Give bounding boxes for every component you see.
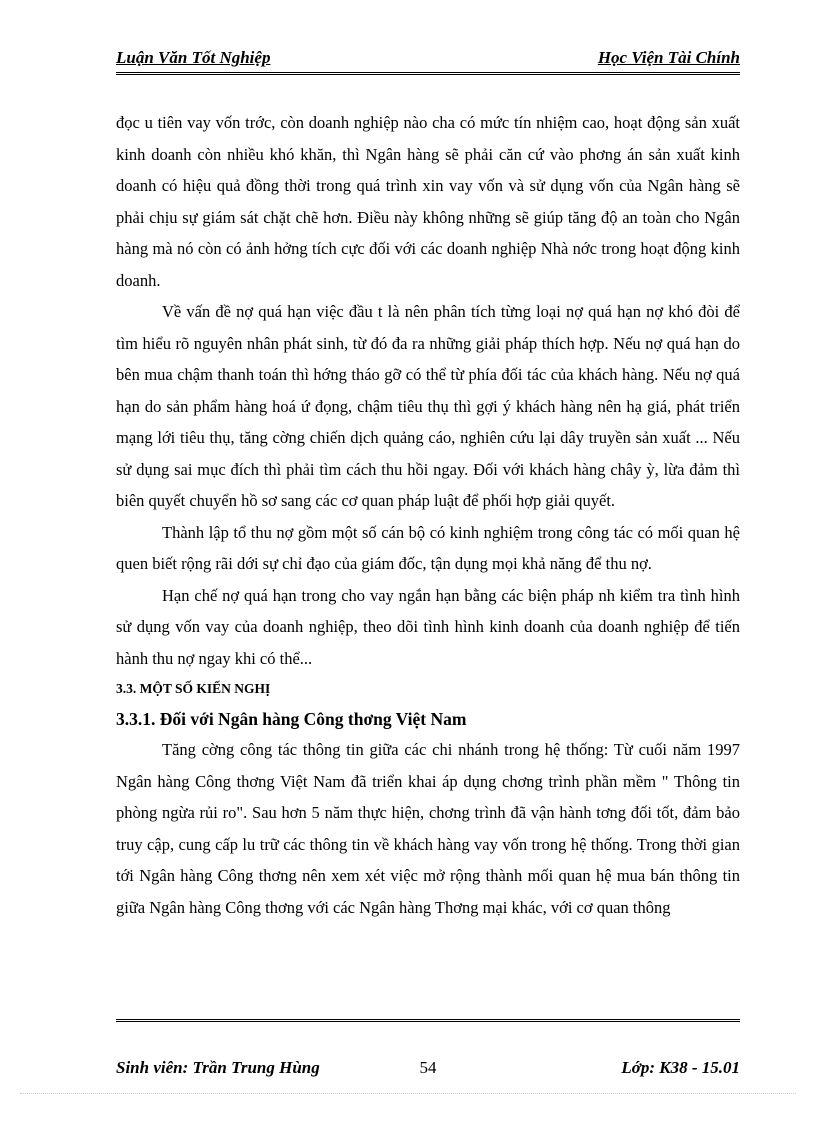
header-institution: Học Viện Tài Chính <box>597 48 740 67</box>
paragraph-5: Tăng cờng công tác thông tin giữa các chi nhánh trong hệ thống: Từ cuối năm 1997 Ngân hàng Công thơng Việt Nam đã triển khai áp dụng chơng trình phần mềm " Thông tin phòng ngừa rủi ro". Sau hơn 5 năm thực hiện, chơng trình đã vận hành tơng đối tốt, đảm bảo truy cập, cung cấp lu trữ các thông tin về khách hàng vay vốn trong hệ thống. Trong thời gian tới Ngân hàng Công thơng nên xem xét việc mở rộng thành mối quan hệ mua bán thông tin giữa Ngân hàng Công thơng với các Ngân hàng Thơng mại khác, với cơ quan thông <box>116 740 740 917</box>
page-content <box>116 107 740 923</box>
header-thesis-title: Luận Văn Tốt Nghiệp <box>116 48 271 67</box>
paragraph-2: Về vấn đề nợ quá hạn việc đầu t là nên phân tích từng loại nợ quá hạn nợ khó đòi để tìm hiểu rõ nguyên nhân phát sinh, từ đó đa ra những giải pháp thích hợp. Nếu nợ quá hạn do bên mua chậm thanh toán thì hớng tháo gỡ có thể từ phía đối tác của khách hàng. Nếu nợ quá hạn do sản phẩm hàng hoá ứ đọng, chậm tiêu thụ thì gợi ý khách hàng nên hạ giá, phát triển mạng lới tiêu thụ, tăng cờng chiến dịch quảng cáo, nghiên cứu lại dây truyền sản xuất ... Nếu sử dụng sai mục đích thì phải tìm cách thu hồi ngay. Đối với khách hàng chây ỳ, lừa đảm thì biên quyết chuyển hồ sơ sang các cơ quan pháp luật để phối hợp giải quyết. <box>116 302 740 510</box>
page-header <box>116 44 740 75</box>
subsection-heading: 3.3.1. Đối với Ngân hàng Công thơng Việt Nam <box>116 709 467 729</box>
paragraph-4: Hạn chế nợ quá hạn trong cho vay ngắn hạn bằng các biện pháp nh kiểm tra tình hình sử dụng vốn vay của doanh nghiệp, theo dõi tình hình kinh doanh của doanh nghiệp để tiến hành thu nợ ngay khi có thể... <box>116 585 740 668</box>
footer-student-name: Sinh viên: Trần Trung Hùng <box>116 1058 320 1077</box>
section-heading: 3.3. MỘT SỐ KIẾN NGHỊ <box>116 681 271 696</box>
page-number: 54 <box>419 1058 437 1077</box>
paragraph-3: Thành lập tổ thu nợ gồm một số cán bộ có kinh nghiệm trong công tác có mối quan hệ quen biết rộng rãi dới sự chỉ đạo của giám đốc, tận dụng mọi khả năng để thu nợ. <box>116 522 740 573</box>
footer-class: Lớp: K38 - 15.01 <box>621 1058 740 1077</box>
page-bottom-divider <box>20 1093 796 1094</box>
paragraph-1: đọc u tiên vay vốn trớc, còn doanh nghiệp nào cha có mức tín nhiệm cao, hoạt động sản xuất kinh doanh còn nhiều khó khăn, thì Ngân hàng sẽ phải căn cứ vào phơng án sản xuất kinh doanh có hiệu quả đồng thời trong quá trình xin vay vốn và sử dụng vốn của Ngân hàng sẽ phải chịu sự giám sát chặt chẽ hơn. Điều này không những sẽ giúp tăng độ an toàn cho Ngân hàng mà nó còn có ảnh hởng tích cực đối với các doanh nghiệp Nhà nớc trong hoạt động kinh doanh. <box>116 113 740 290</box>
page-footer <box>116 1019 740 1082</box>
